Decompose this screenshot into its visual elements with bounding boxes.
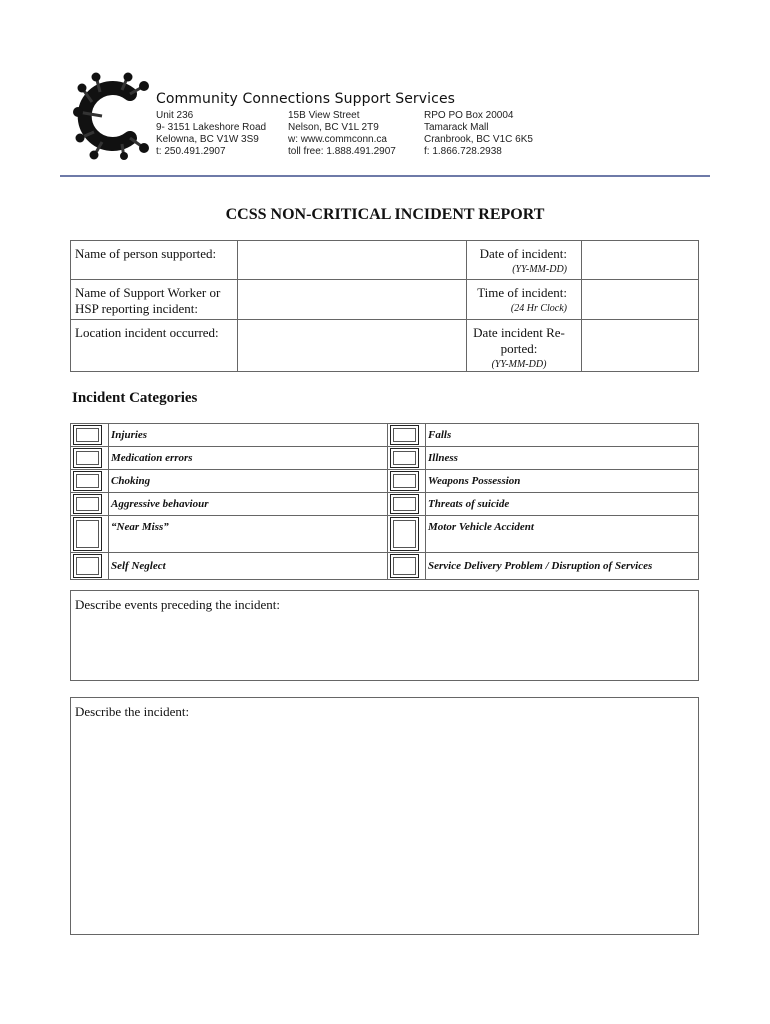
tollfree-line: toll free: 1.888.491.2907 [288,146,396,157]
category-label: Illness [428,452,458,464]
category-label: Injuries [111,429,148,441]
date-of-incident-field[interactable] [582,241,699,280]
fax-line: f: 1.866.728.2938 [424,146,502,157]
org-name: Community Connections Support Services [156,91,456,107]
address-line: RPO PO Box 20004 [424,110,514,121]
address-line: 9- 3151 Lakeshore Road [156,122,267,133]
checkbox-medication-errors[interactable] [73,448,102,468]
time-of-incident-field[interactable] [582,280,699,320]
category-label: Aggressive behaviour [111,498,209,510]
website-line: w: www.commconn.ca [288,134,387,145]
checkbox-motor-vehicle-accident[interactable] [390,517,419,551]
category-label: “Near Miss” [111,521,169,533]
checkbox-illness[interactable] [390,448,419,468]
address-line: 15B View Street [288,110,360,121]
checkbox-self-neglect[interactable] [73,554,102,578]
person-supported-label: Name of person supported: [71,241,238,280]
date-reported-field[interactable] [582,320,699,372]
category-label: Medication errors [111,452,193,464]
support-worker-label: Name of Support Worker or HSP reporting incident: [71,280,238,320]
checkbox-weapons-possession[interactable] [390,471,419,491]
incident-categories-heading: Incident Categories [72,390,198,406]
time-of-incident-label: Time of incident: (24 Hr Clock) [467,280,582,320]
address-line: Tamarack Mall [424,122,489,133]
report-title: CCSS NON-CRITICAL INCIDENT REPORT [225,206,545,223]
category-label: Weapons Possession [428,475,521,487]
date-format-hint: (YY-MM-DD) [512,264,567,275]
checkbox-choking[interactable] [73,471,102,491]
header-divider [60,175,710,177]
incident-categories-table [70,423,699,580]
address-line: Cranbrook, BC V1C 6K5 [424,134,533,145]
person-supported-field[interactable] [238,241,467,280]
location-label: Location incident occurred: [71,320,238,372]
phone-line: t: 250.491.2907 [156,146,226,157]
describe-incident-label: Describe the incident: [75,704,190,719]
category-label: Falls [428,429,452,441]
describe-incident-box[interactable] [70,697,699,935]
category-label: Threats of suicide [428,498,510,510]
location-field[interactable] [238,320,467,372]
address-cranbrook [424,110,533,158]
checkbox-aggressive-behaviour[interactable] [73,494,102,514]
incident-info-table [70,240,699,372]
category-label: Choking [111,475,151,487]
describe-preceding-box[interactable] [70,590,699,681]
reported-format-hint: (YY-MM-DD) [491,359,547,370]
checkbox-injuries[interactable] [73,425,102,445]
date-of-incident-label: Date of incident: (YY-MM-DD) [467,241,582,280]
address-line: Nelson, BC V1L 2T9 [288,122,379,133]
checkbox-near-miss[interactable] [73,517,102,551]
checkbox-threats-of-suicide[interactable] [390,494,419,514]
checkbox-falls[interactable] [390,425,419,445]
checkbox-service-delivery-problem[interactable] [390,554,419,578]
address-kelowna [156,110,266,158]
category-label: Motor Vehicle Accident [428,521,534,533]
address-line: Unit 236 [156,110,194,121]
category-label: Service Delivery Problem / Disruption of Services [428,560,653,572]
time-format-hint: (24 Hr Clock) [510,303,567,314]
category-label: Self Neglect [111,560,166,572]
support-worker-field[interactable] [238,280,467,320]
address-line: Kelowna, BC V1W 3S9 [156,134,259,145]
date-reported-label: Date incident Re- ported: (YY-MM-DD) [467,320,582,372]
address-nelson [288,110,396,158]
ccss-logo [72,72,150,160]
describe-preceding-label: Describe events preceding the incident: [75,597,281,612]
